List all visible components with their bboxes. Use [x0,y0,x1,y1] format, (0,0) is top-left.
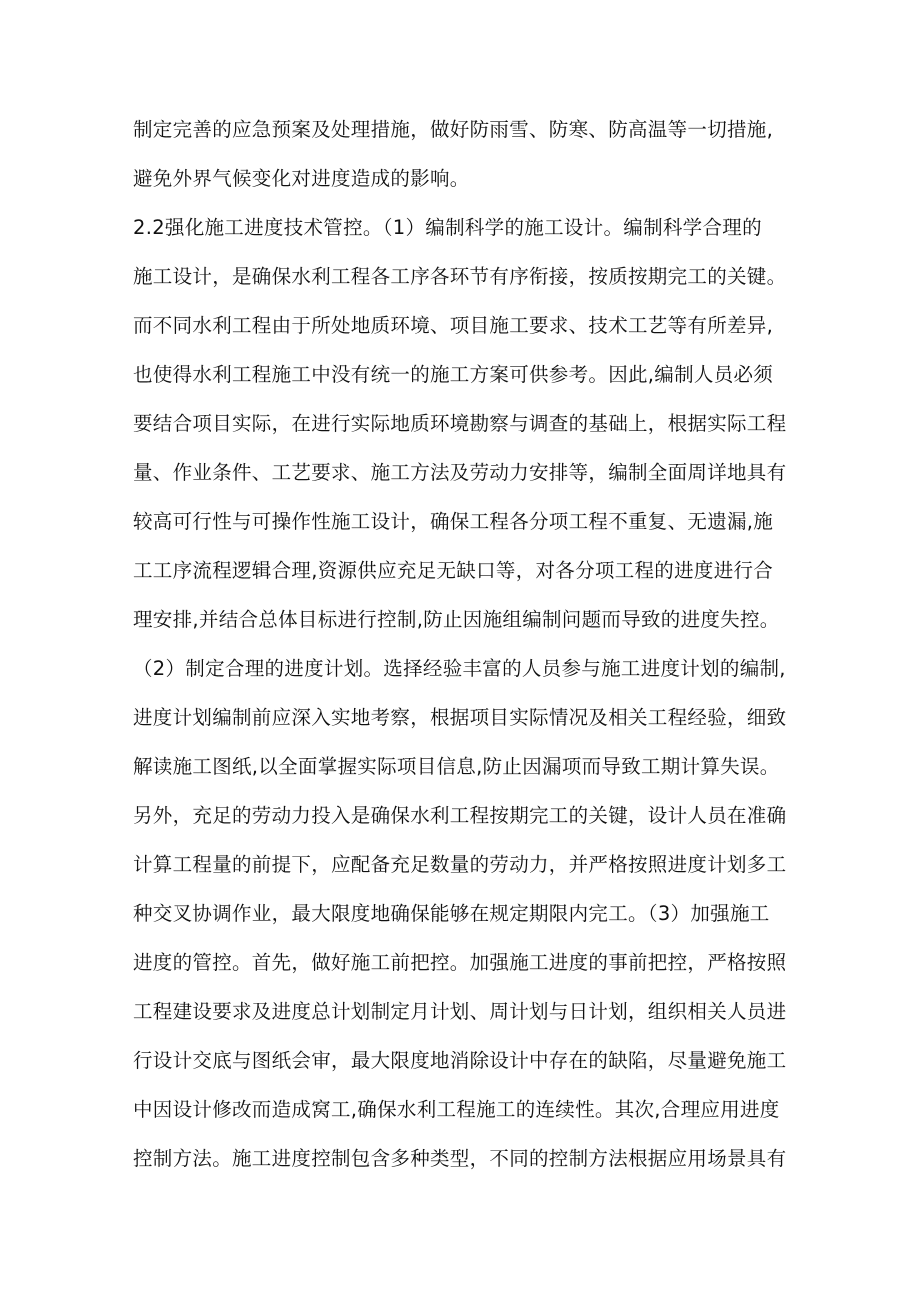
text-line: 计算工程量的前提下，应配备充足数量的劳动力，并严格按照进度计划多工 [133,853,787,876]
text-line: 理安排,并结合总体目标进行控制,防止因施组编制问题而导致的进度失控。 [133,608,780,631]
text-line: 工程建设要求及进度总计划制定月计划、周计划与日计划，组织相关人员进 [133,1000,787,1023]
text-line: 工工序流程逻辑合理,资源供应充足无缺口等，对各分项工程的进度进行合 [133,559,774,582]
text-line: 制定完善的应急预案及处理措施，做好防雨雪、防寒、防高温等一切措施, [133,118,774,141]
text-line: 也使得水利工程施工中没有统一的施工方案可供参考。因此,编制人员必须 [133,363,774,386]
text-line: 控制方法。施工进度控制包含多种类型，不同的控制方法根据应用场景具有 [133,1147,787,1170]
text-line: 解读施工图纸,以全面掌握实际项目信息,防止因漏项而导致工期计算失误。 [133,755,780,778]
text-line: 中因设计修改而造成窝工,确保水利工程施工的连续性。其次,合理应用进度 [133,1098,780,1121]
text-line: 量、作业条件、工艺要求、施工方法及劳动力安排等，编制全面周详地具有 [133,461,787,484]
text-line: （2）制定合理的进度计划。选择经验丰富的人员参与施工进度计划的编制, [133,657,786,680]
text-line: 施工设计，是确保水利工程各工序各环节有序衔接，按质按期完工的关键。 [133,265,787,288]
text-line: 较高可行性与可操作性施工设计，确保工程各分项工程不重复、无遗漏,施 [133,510,774,533]
text-line: 要结合项目实际，在进行实际地质环境勘察与调查的基础上，根据实际工程 [133,412,787,435]
text-line: 避免外界气候变化对进度造成的影响。 [133,167,470,190]
text-line: 另外，充足的劳动力投入是确保水利工程按期完工的关键，设计人员在准确 [133,804,787,827]
text-line: 进度的管控。首先，做好施工前把控。加强施工进度的事前把控，严格按照 [133,951,787,974]
text-line: 种交叉协调作业，最大限度地确保能够在规定期限内完工。（3）加强施工 [133,902,770,925]
text-line: 2.2强化施工进度技术管控。（1）编制科学的施工设计。编制科学合理的 [133,216,762,239]
text-line: 行设计交底与图纸会审，最大限度地消除设计中存在的缺陷，尽量避免施工 [133,1049,787,1072]
text-line: 进度计划编制前应深入实地考察，根据项目实际情况及相关工程经验，细致 [133,706,787,729]
text-line: 而不同水利工程由于所处地质环境、项目施工要求、技术工艺等有所差异, [133,314,774,337]
